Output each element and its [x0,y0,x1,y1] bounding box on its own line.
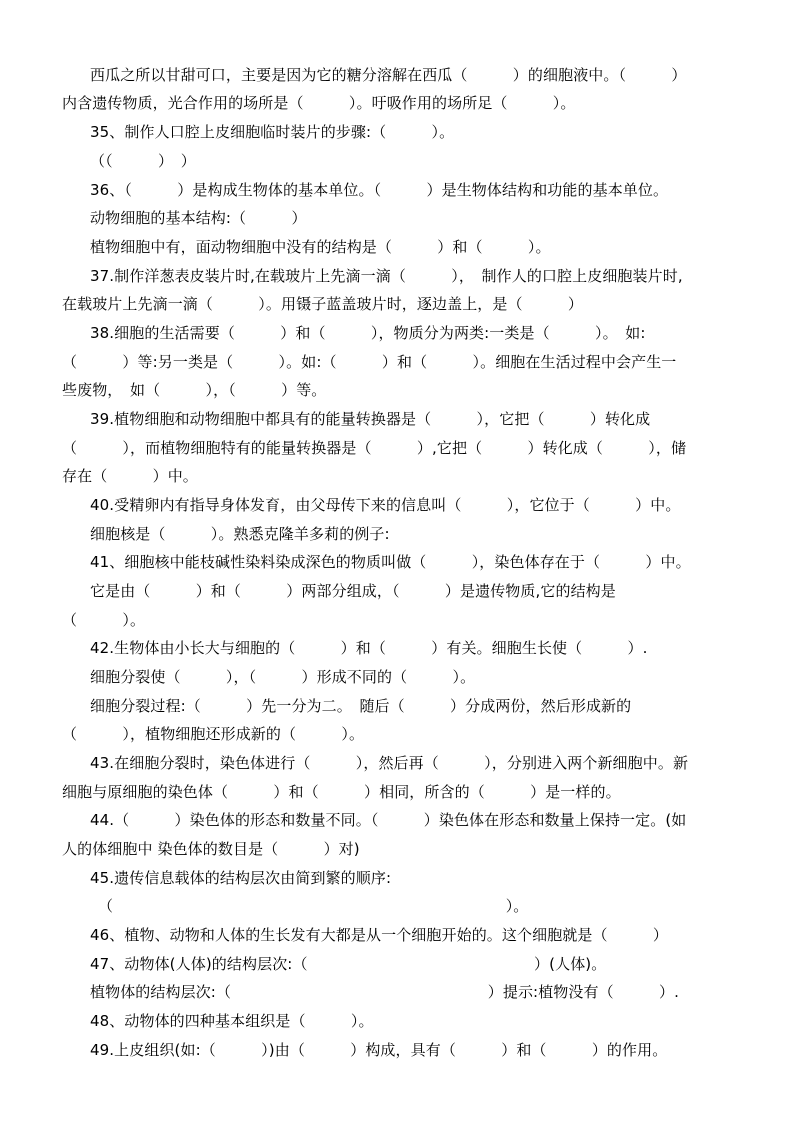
text-line-4: （（ ） ） [90,152,196,170]
text-line-1: 西瓜之所以甘甜可口，主要是因为它的糖分溶解在西瓜（ ）的细胞液中。（ ） [90,66,687,84]
text-line-27: 44.（ ）染色体的形态和数量不同。（ ）染色体在形态和数量上保持一定。(如 [90,811,687,829]
text-line-16: 40.受精卵内有指导身体发育，由父母传下来的信息叫（ ），它位于（ ）中。 [90,496,681,514]
text-line-14: （ ），而植物细胞特有的能量转换器是（ ）,它把（ ）转化成（ ），储 [62,439,687,457]
text-line-6: 动物细胞的基本结构:（ ） [90,209,307,227]
text-line-26: 细胞与原细胞的染色体（ ）和（ ）相同，所含的（ ）是一样的。 [62,783,621,801]
text-line-17: 细胞核是（ ）。熟悉克隆羊多莉的例子: [90,525,390,543]
text-line-28: 人的体细胞中 染色体的数目是（ ）对) [62,840,360,858]
text-line-21: 42.生物体由小长大与细胞的（ ）和（ ）有关。细胞生长使（ ）. [90,639,648,657]
text-line-7: 植物细胞中有，面动物细胞中没有的结构是（ ）和（ ）。 [90,238,551,256]
text-line-33: 植物体的结构层次:（ ）提示:植物没有（ ）. [90,983,679,1001]
text-line-34: 48、动物体的四种基本组织是（ ）。 [90,1012,374,1030]
text-line-13: 39.植物细胞和动物细胞中都具有的能量转换器是（ ），它把（ ）转化成 [90,410,651,428]
text-line-10: 38.细胞的生活需要（ ）和（ ），物质分为两类:一类是（ ）。 如: [90,324,646,342]
text-line-25: 43.在细胞分裂时，染色体进行（ ），然后再（ ），分别进入两个新细胞中。新 [90,754,689,772]
text-line-18: 41、细胞核中能枝碱性染料染成深色的物质叫做（ ），染色体存在于（ ）中。 [90,553,691,571]
text-line-9: 在载玻片上先滴一滴（ ）。用镊子蓝盖玻片时，逐边盖上，是（ ） [62,295,584,313]
text-line-32: 47、动物体(人体)的结构层次:（ ）(人体)。 [90,955,607,973]
text-line-19: 它是由（ ）和（ ）两部分组成，（ ）是遗传物质,它的结构是 [90,582,616,600]
text-line-29: 45.遗传信息载体的结构层次由简到繁的顺序: [90,869,392,887]
text-line-5: 36、（ ）是构成生物体的基本单位。（ ）是生物体结构和功能的基本单位。 [90,181,669,199]
text-line-20: （ ）。 [62,611,146,629]
text-line-35: 49.上皮组织(如:（ ）)由（ ）构成，具有（ ）和（ ）的作用。 [90,1041,668,1059]
text-line-11: （ ）等:另一类是（ ）。如:（ ）和（ ）。细胞在生活过程中会产生一 [62,353,677,371]
text-line-23: 细胞分裂过程:（ ）先一分为二。 随后（ ）分成两份，然后形成新的 [90,697,632,715]
text-line-15: 存在（ ）中。 [62,467,198,485]
text-line-30: （ ）。 [98,897,529,915]
text-line-8: 37.制作洋葱表皮装片时,在载玻片上先滴一滴（ ）， 制作人的口腔上皮细胞装片时, [90,267,683,285]
text-line-22: 细胞分裂使（ ），（ ）形成不同的（ ）。 [90,668,476,686]
text-line-12: 些废物， 如（ ），（ ）等。 [62,381,327,399]
text-line-2: 内含遗传物质，光合作用的场所是（ ）。吁吸作用的场所足（ ）。 [62,94,576,112]
text-line-3: 35、制作人口腔上皮细胞临时装片的步骤:（ ）。 [90,123,455,141]
text-line-31: 46、植物、动物和人体的生长发有大都是从一个细胞开始的。这个细胞就是（ ） [90,926,668,944]
text-line-24: （ ），植物细胞还形成新的（ ）。 [62,725,365,743]
